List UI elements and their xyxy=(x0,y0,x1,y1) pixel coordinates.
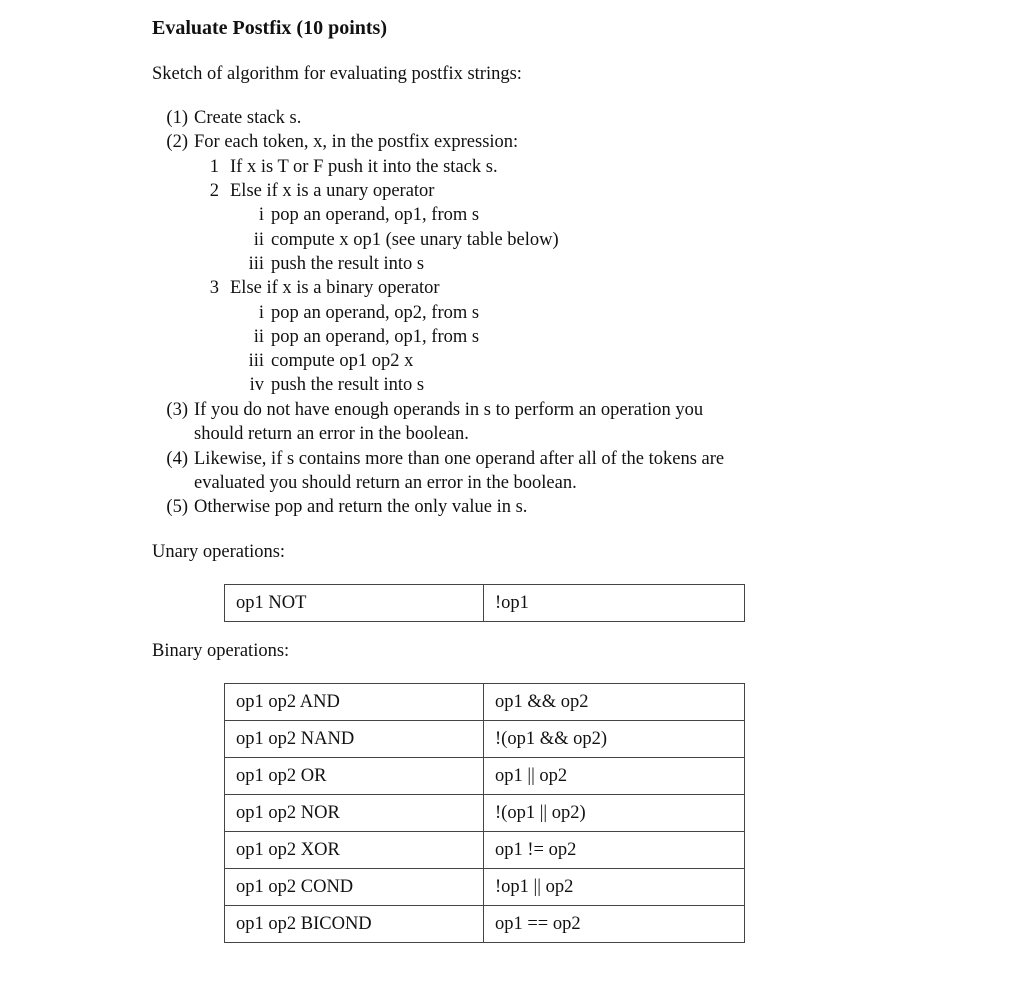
intro-text: Sketch of algorithm for evaluating postfix strings: xyxy=(152,64,522,84)
substep-text: Else if x is a binary operator xyxy=(230,278,440,298)
step-number: (5) xyxy=(166,497,188,517)
subsubstep-text: compute op1 op2 x xyxy=(271,351,414,371)
substep-text: Else if x is a unary operator xyxy=(230,181,435,201)
table-row xyxy=(225,906,745,943)
expression-cell: !(op1 || op2) xyxy=(484,795,745,832)
step-number: (4) xyxy=(166,449,188,469)
expression-cell: op1 != op2 xyxy=(484,832,745,869)
substep-number: 3 xyxy=(209,278,219,298)
binary-operations-table xyxy=(224,683,745,943)
expression-cell: op1 || op2 xyxy=(484,758,745,795)
subsubstep-text: push the result into s xyxy=(271,375,425,395)
expression-cell: !op1 xyxy=(484,585,745,622)
page-title: Evaluate Postfix (10 points) xyxy=(152,17,387,39)
operator-cell: op1 op2 OR xyxy=(225,758,484,795)
expression-cell: !op1 || op2 xyxy=(484,869,745,906)
unary-operations-table xyxy=(224,584,745,622)
expression-cell: !(op1 && op2) xyxy=(484,721,745,758)
step-text: If you do not have enough operands in s to perform an operation you xyxy=(194,400,704,420)
substep-number: 2 xyxy=(209,181,219,201)
step-number: (1) xyxy=(166,108,188,128)
subsubstep-number: iii xyxy=(248,351,264,371)
operator-cell: op1 op2 NOR xyxy=(225,795,484,832)
step-text: Otherwise pop and return the only value in s. xyxy=(194,497,528,517)
subsubstep-text: pop an operand, op2, from s xyxy=(271,303,480,323)
operator-cell: op1 op2 AND xyxy=(225,684,484,721)
table-row xyxy=(225,758,745,795)
subsubstep-text: pop an operand, op1, from s xyxy=(271,205,480,225)
step-number: (2) xyxy=(166,132,188,152)
subsubstep-text: pop an operand, op1, from s xyxy=(271,327,480,347)
substep-text: If x is T or F push it into the stack s. xyxy=(230,157,498,177)
table-row xyxy=(225,795,745,832)
expression-cell: op1 && op2 xyxy=(484,684,745,721)
binary-section-label: Binary operations: xyxy=(152,641,290,661)
step-number: (3) xyxy=(166,400,188,420)
subsubstep-number: ii xyxy=(253,327,264,347)
unary-section-label: Unary operations: xyxy=(152,542,286,562)
subsubstep-number: iv xyxy=(249,375,264,395)
subsubstep-number: iii xyxy=(248,254,264,274)
operator-cell: op1 op2 BICOND xyxy=(225,906,484,943)
table-row xyxy=(225,721,745,758)
subsubstep-number: i xyxy=(258,303,264,323)
subsubstep-text: compute x op1 (see unary table below) xyxy=(271,230,559,250)
operator-cell: op1 NOT xyxy=(225,585,484,622)
step-text: Create stack s. xyxy=(194,108,302,128)
operator-cell: op1 op2 XOR xyxy=(225,832,484,869)
operator-cell: op1 op2 NAND xyxy=(225,721,484,758)
table-row xyxy=(225,585,745,622)
expression-cell: op1 == op2 xyxy=(484,906,745,943)
operator-cell: op1 op2 COND xyxy=(225,869,484,906)
subsubstep-number: i xyxy=(258,205,264,225)
table-row xyxy=(225,869,745,906)
step-text: For each token, x, in the postfix expression: xyxy=(194,132,519,152)
subsubstep-text: push the result into s xyxy=(271,254,425,274)
step-text-continued: should return an error in the boolean. xyxy=(194,424,469,444)
substep-number: 1 xyxy=(209,157,219,177)
subsubstep-number: ii xyxy=(253,230,264,250)
table-row xyxy=(225,832,745,869)
table-row xyxy=(225,684,745,721)
step-text-continued: evaluated you should return an error in the boolean. xyxy=(194,473,577,493)
step-text: Likewise, if s contains more than one operand after all of the tokens are xyxy=(194,449,725,469)
